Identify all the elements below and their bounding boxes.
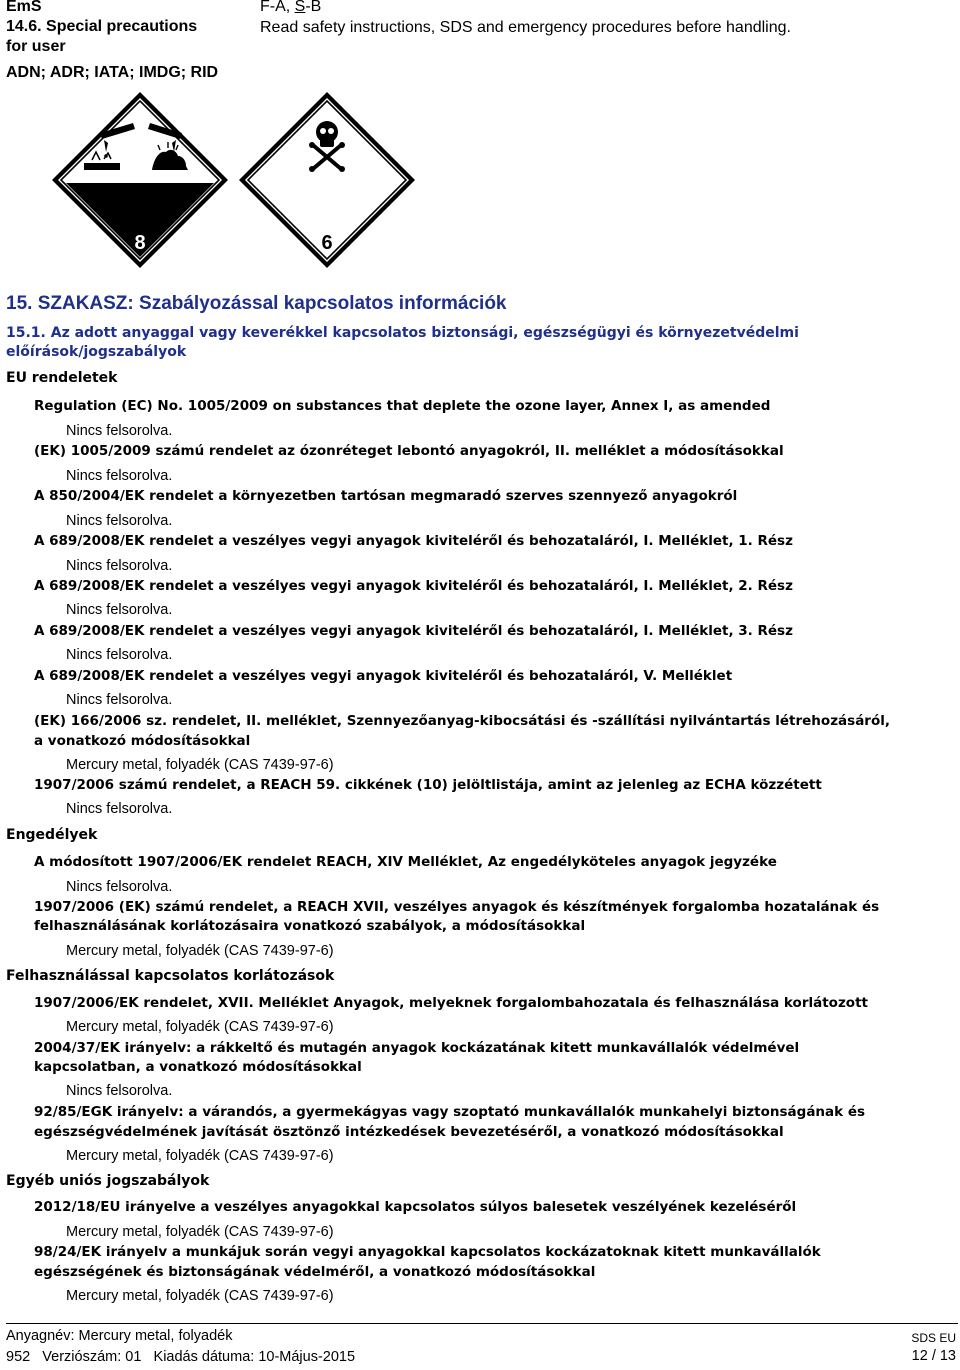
not-listed-9: Nincs felsorolva. (66, 879, 173, 895)
section-14-6-label: 14.6. Special precautions (6, 18, 198, 35)
not-listed-5: Nincs felsorolva. (66, 602, 173, 618)
transport-modes: ADN; ADR; IATA; IMDG; RID (6, 64, 219, 81)
mercury-entry-6: Mercury metal, folyadék (CAS 7439-97-6) (66, 1288, 334, 1304)
reg-prtr-line2: a vonatkozó módosításokkal (34, 733, 251, 749)
dir-chemical-agents-line2: egészségének és biztonságának védelméről, a vonatkozó módosításokkal (34, 1264, 596, 1280)
section-15-1-title-line2: előírások/jogszabályok (6, 344, 187, 360)
dir-chemical-agents-line1: 98/24/EK irányelv a munkájuk során vegyi anyagokkal kapcsolatos kockázatoknak kitett munkavállalók (34, 1244, 821, 1260)
not-listed-2: Nincs felsorolva. (66, 468, 173, 484)
mercury-entry-2: Mercury metal, folyadék (CAS 7439-97-6) (66, 943, 334, 959)
eu-regulations-heading: EU rendeletek (6, 370, 118, 386)
precautions-instruction: Read safety instructions, SDS and emergency procedures before handling. (260, 19, 791, 36)
footer-doc-number: 952 (6, 1349, 31, 1365)
dir-pregnant-workers-line2: egészségvédelmének javítását ösztönző intézkedések bevezetéséről, a vonatkozó módosításokkal (34, 1124, 784, 1140)
mercury-entry-1: Mercury metal, folyadék (CAS 7439-97-6) (66, 757, 334, 773)
restrictions-heading: Felhasználással kapcsolatos korlátozások (6, 968, 335, 984)
dir-pregnant-workers-line1: 92/85/EGK irányelv: a várandós, a gyermekágyas vagy szoptató munkavállalók munkahelyi biztonságának és (34, 1104, 866, 1120)
not-listed-8: Nincs felsorolva. (66, 801, 173, 817)
reg-pic-part3: A 689/2008/EK rendelet a veszélyes vegyi anyagok kiviteléről és behozataláról, I. Melléklet, 3. Rész (34, 623, 793, 639)
reg-ozone-hu: (EK) 1005/2009 számú rendelet az ózonréteget lebontó anyagokról, II. melléklet a módosításokkal (34, 443, 784, 459)
not-listed-6: Nincs felsorolva. (66, 647, 173, 663)
ems-code-s: S (294, 0, 306, 15)
reg-reach-xvii-b: 1907/2006/EK rendelet, XVII. Melléklet Anyagok, melyeknek forgalombahozatala és felhasználása korlátozott (34, 995, 868, 1011)
reg-reach-xvii-a-line1: 1907/2006 (EK) számú rendelet, a REACH XVII, veszélyes anyagok és készítmények forgalomba hozatalának és (34, 899, 880, 915)
footer-product-name: Anyagnév: Mercury metal, folyadék (6, 1328, 233, 1344)
reg-prtr-line1: (EK) 166/2006 sz. rendelet, II. melléklet, Szennyezőanyag-kibocsátási és -szállítási nyilvántartás létrehozásáról, (34, 713, 890, 729)
dir-carcinogens-line1: 2004/37/EK irányelv: a rákkeltő és mutagén anyagok kockázatának kitett munkavállalók védelmével (34, 1040, 800, 1056)
ems-code-prefix: F-A, (260, 0, 295, 15)
mercury-entry-5: Mercury metal, folyadék (CAS 7439-97-6) (66, 1224, 334, 1240)
reg-reach-xvii-a-line2: felhasználásának korlátozásaira vonatkozó szabályok, a módosításokkal (34, 918, 586, 934)
reg-reach-59: 1907/2006 számú rendelet, a REACH 59. cikkének (10) jelöltlistája, amint az jelenleg az ECHA közzétett (34, 777, 822, 793)
section-15-1-title-line1: 15.1. Az adott anyaggal vagy keverékkel kapcsolatos biztonsági, egészségügyi és környezetvédelmi (6, 325, 799, 341)
footer-issue-date: Kiadás dátuma: 10-Május-2015 (153, 1349, 356, 1365)
class-6-number: 6 (321, 232, 333, 254)
reg-ozone-en: Regulation (EC) No. 1005/2009 on substances that deplete the ozone layer, Annex I, as amended (34, 398, 771, 414)
reg-pic-annex-v: A 689/2008/EK rendelet a veszélyes vegyi anyagok kiviteléről és behozataláról, V. Melléklet (34, 668, 733, 684)
reg-reach-annex-xiv: A módosított 1907/2006/EK rendelet REACH, XIV Melléklet, Az engedélyköteles anyagok jegyzéke (34, 854, 777, 870)
not-listed-10: Nincs felsorolva. (66, 1083, 173, 1099)
reg-pop: A 850/2004/EK rendelet a környezetben tartósan megmaradó szerves szennyező anyagokról (34, 488, 738, 504)
footer-doc-type: SDS EU (911, 1331, 956, 1345)
section-14-6-label-2: for user (6, 38, 66, 55)
corrosive-pictogram (0, 0, 960, 300)
other-eu-legislation-heading: Egyéb uniós jogszabályok (6, 1173, 210, 1189)
mercury-entry-4: Mercury metal, folyadék (CAS 7439-97-6) (66, 1148, 334, 1164)
reg-pic-part2: A 689/2008/EK rendelet a veszélyes vegyi anyagok kiviteléről és behozataláról, I. Melléklet, 2. Rész (34, 578, 793, 594)
footer-page-number: 12 / 13 (911, 1348, 956, 1364)
reg-pic-part1: A 689/2008/EK rendelet a veszélyes vegyi anyagok kiviteléről és behozataláról, I. Melléklet, 1. Rész (34, 533, 793, 549)
authorisations-heading: Engedélyek (6, 827, 98, 843)
not-listed-4: Nincs felsorolva. (66, 558, 173, 574)
section-15-title: 15. SZAKASZ: Szabályozással kapcsolatos információk (6, 293, 507, 314)
footer-version: Verziószám: 01 (42, 1349, 142, 1365)
not-listed-1: Nincs felsorolva. (66, 423, 173, 439)
ems-code-suffix: -B (305, 0, 322, 15)
mercury-entry-3: Mercury metal, folyadék (CAS 7439-97-6) (66, 1019, 334, 1035)
not-listed-7: Nincs felsorolva. (66, 692, 173, 708)
not-listed-3: Nincs felsorolva. (66, 513, 173, 529)
footer-version-line (6, 1349, 355, 1365)
ems-label: EmS (6, 0, 42, 15)
footer-divider (6, 1323, 958, 1324)
dir-carcinogens-line2: kapcsolatban, a vonatkozó módosításokkal (34, 1059, 362, 1075)
dir-seveso: 2012/18/EU irányelve a veszélyes anyagokkal kapcsolatos súlyos balesetek veszélyének kezeléséről (34, 1199, 797, 1215)
class-8-number: 8 (134, 232, 146, 254)
